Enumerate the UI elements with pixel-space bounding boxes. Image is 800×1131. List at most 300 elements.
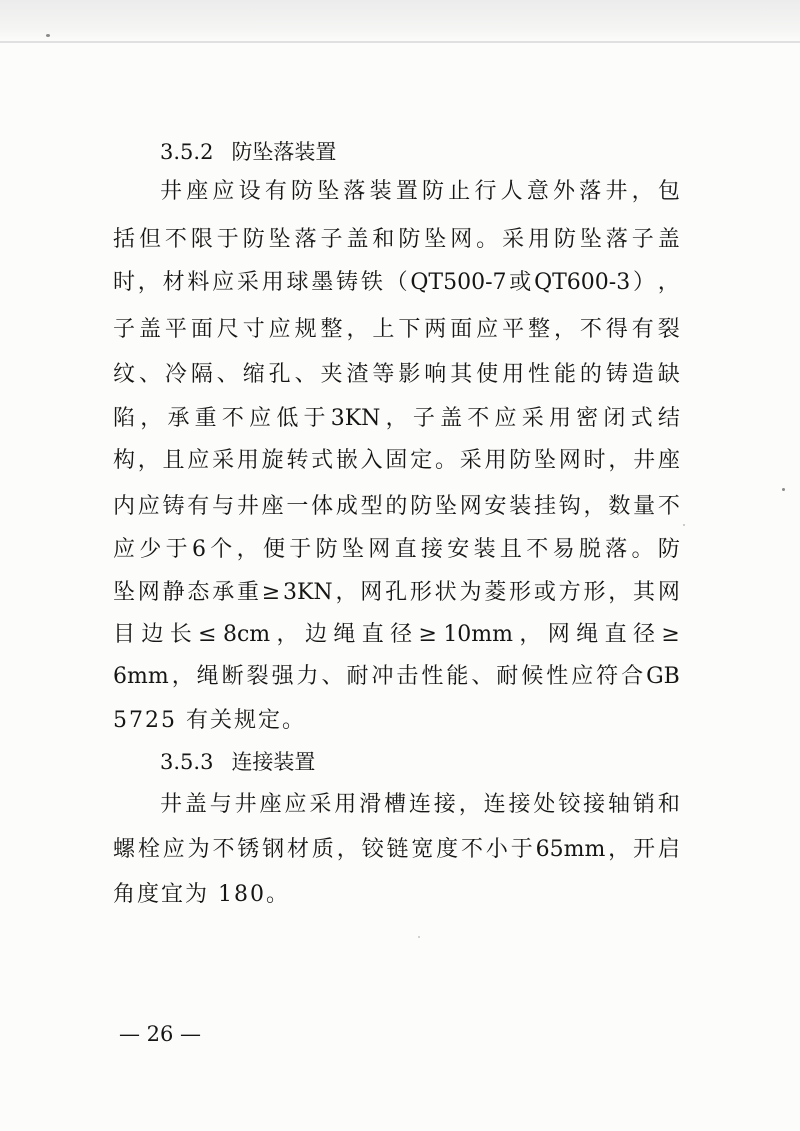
text-glyph: 不	[526, 537, 549, 562]
text-glyph: ≥	[661, 622, 680, 647]
text-glyph: ，	[140, 406, 163, 431]
text-glyph: 且	[162, 448, 185, 473]
text-glyph: 装	[509, 494, 532, 519]
text-glyph: 坠	[534, 448, 557, 473]
text-glyph: 材	[287, 837, 310, 862]
text-glyph: 型	[360, 494, 383, 519]
text-glyph: ≥	[261, 580, 281, 605]
text-glyph: 候	[521, 664, 544, 689]
text-glyph: 、	[216, 362, 239, 387]
text-glyph: ，	[385, 406, 408, 431]
text-glyph: 整	[320, 317, 343, 342]
text-glyph: 墨	[311, 270, 334, 295]
text-glyph: 缩	[242, 362, 265, 387]
text-glyph: 度	[436, 837, 459, 862]
text-glyph: ，	[553, 317, 576, 342]
text-glyph: 响	[424, 362, 447, 387]
text-glyph: 网	[558, 448, 581, 473]
text-glyph: 用	[236, 448, 259, 473]
text-glyph: 能	[446, 664, 469, 689]
text-glyph: 限	[190, 227, 213, 252]
paragraph-line	[113, 659, 680, 695]
text-glyph: 或	[509, 270, 532, 295]
text-glyph: 应	[476, 317, 499, 342]
text-glyph: 小	[485, 837, 508, 862]
text-glyph: 径	[390, 622, 413, 647]
text-glyph: 应	[571, 664, 594, 689]
paragraph-line: 5725 有关规定。	[113, 708, 306, 733]
text-glyph: 为	[187, 837, 210, 862]
text-glyph: 寸	[242, 317, 265, 342]
text-glyph: 嵌	[335, 448, 358, 473]
text-glyph: ，	[171, 664, 194, 689]
text-glyph: ，	[137, 448, 160, 473]
text-glyph: 时	[583, 448, 606, 473]
text-glyph: ，	[458, 792, 481, 817]
text-glyph: 采	[236, 270, 259, 295]
text-glyph: 入	[360, 448, 383, 473]
text-glyph: 接	[420, 537, 443, 562]
text-glyph: 少	[139, 537, 162, 562]
text-glyph: 网	[137, 580, 160, 605]
text-glyph: 座	[657, 448, 680, 473]
text-glyph: 坠	[341, 537, 364, 562]
text-glyph: 一	[286, 494, 309, 519]
text-glyph: ≤	[198, 622, 217, 647]
text-glyph: 。	[434, 448, 457, 473]
text-glyph: 易	[552, 537, 575, 562]
text-glyph: 处	[533, 792, 556, 817]
text-glyph: 开	[633, 837, 656, 862]
text-glyph: 盖	[138, 317, 161, 342]
text-glyph: 、	[471, 664, 494, 689]
text-glyph: 防	[509, 448, 532, 473]
text-glyph: 坠	[424, 227, 447, 252]
paragraph-line	[160, 174, 680, 210]
text-glyph: 3KN	[330, 406, 381, 431]
text-glyph: 用	[334, 792, 357, 817]
text-glyph: 下	[398, 317, 421, 342]
text-glyph: 状	[434, 580, 457, 605]
text-glyph: 缺	[657, 362, 680, 387]
text-glyph: 、	[321, 664, 344, 689]
text-glyph: ，	[583, 494, 606, 519]
text-glyph: 球	[286, 270, 309, 295]
text-glyph: 坠	[434, 494, 457, 519]
section-title: 防坠落装置	[231, 140, 337, 164]
text-glyph: 低	[276, 406, 299, 431]
text-glyph: 其	[633, 580, 656, 605]
text-glyph: 成	[335, 494, 358, 519]
text-glyph: 有	[631, 317, 654, 342]
paragraph-line	[113, 617, 680, 653]
text-glyph: 坠	[579, 227, 602, 252]
text-glyph: 采	[309, 792, 332, 817]
text-glyph: 于	[289, 537, 312, 562]
text-glyph: 铸	[336, 270, 359, 295]
text-glyph: 绳	[576, 622, 599, 647]
text-glyph: 坠	[113, 580, 136, 605]
text-glyph: 防	[657, 537, 680, 562]
text-glyph: 得	[605, 317, 628, 342]
text-glyph: 螺	[113, 837, 136, 862]
text-glyph: 脱	[578, 537, 601, 562]
text-glyph: 网	[360, 580, 383, 605]
text-glyph: 不	[467, 406, 490, 431]
text-glyph: 上	[372, 317, 395, 342]
text-glyph: 不	[164, 227, 187, 252]
text-glyph: 符	[596, 664, 619, 689]
text-glyph: 冲	[371, 664, 394, 689]
text-glyph: 转	[286, 448, 309, 473]
text-glyph: 井	[160, 179, 183, 204]
text-glyph: 材	[162, 270, 185, 295]
text-glyph: 造	[631, 362, 654, 387]
text-glyph: 边	[304, 622, 327, 647]
text-glyph: 网	[547, 622, 570, 647]
text-glyph: 不	[657, 494, 680, 519]
text-glyph: 内	[113, 494, 136, 519]
text-glyph: 尺	[216, 317, 239, 342]
text-glyph: 时	[113, 270, 136, 295]
text-glyph: 于	[303, 406, 326, 431]
text-glyph: 铰	[558, 792, 581, 817]
text-glyph: 直	[604, 622, 627, 647]
text-glyph: 子	[113, 317, 136, 342]
text-glyph: 落	[343, 179, 366, 204]
text-glyph: ，	[608, 448, 631, 473]
text-glyph: 井	[633, 448, 656, 473]
text-glyph: 整	[528, 317, 551, 342]
text-glyph: 性	[421, 664, 444, 689]
text-glyph: 合	[621, 664, 644, 689]
text-glyph: 安	[484, 494, 507, 519]
text-glyph: 用	[484, 448, 507, 473]
text-glyph: 形	[509, 580, 532, 605]
text-glyph: 便	[262, 537, 285, 562]
text-glyph: 应	[162, 837, 185, 862]
page-number: — 26 —	[118, 1022, 202, 1046]
text-glyph: 括	[113, 227, 136, 252]
text-glyph: 与	[209, 792, 232, 817]
text-glyph: ≥	[418, 622, 437, 647]
paragraph-line: 角度宜为 180。	[113, 882, 290, 907]
text-glyph: 采	[459, 448, 482, 473]
text-glyph: 径	[632, 622, 655, 647]
text-glyph: 防	[422, 179, 445, 204]
text-glyph: 影	[398, 362, 421, 387]
text-glyph: 应	[113, 537, 136, 562]
text-glyph: 构	[113, 448, 136, 473]
text-glyph: 挂	[534, 494, 557, 519]
text-glyph: 用	[261, 270, 284, 295]
text-glyph: 连	[408, 792, 431, 817]
text-glyph: 不	[461, 837, 484, 862]
text-glyph: 体	[311, 494, 334, 519]
text-glyph: 重	[236, 580, 259, 605]
paragraph-line	[113, 222, 680, 258]
text-glyph: 防	[398, 227, 421, 252]
text-glyph: 座	[261, 494, 284, 519]
text-glyph: 铰	[361, 837, 384, 862]
text-glyph: 装	[473, 537, 496, 562]
text-glyph: 连	[483, 792, 506, 817]
text-glyph: 采	[212, 448, 235, 473]
text-glyph: 65mm	[535, 837, 606, 862]
text-glyph: 坠	[268, 227, 291, 252]
text-glyph: 或	[533, 580, 556, 605]
text-glyph: 于	[165, 537, 188, 562]
text-glyph: 、	[138, 362, 161, 387]
text-glyph: ，	[137, 270, 160, 295]
text-glyph: ，	[631, 179, 654, 204]
text-glyph: 落	[294, 227, 317, 252]
section-heading	[160, 747, 315, 777]
text-glyph: 6mm	[113, 664, 169, 689]
text-glyph: 和	[657, 792, 680, 817]
text-glyph: 铁	[360, 270, 383, 295]
text-glyph: 数	[608, 494, 631, 519]
text-glyph: 纹	[113, 362, 136, 387]
text-glyph: 子	[631, 227, 654, 252]
text-glyph: 等	[372, 362, 395, 387]
text-glyph: 铸	[605, 362, 628, 387]
section-heading	[160, 137, 336, 167]
text-glyph: 形	[583, 580, 606, 605]
text-glyph: 承	[212, 580, 235, 605]
text-glyph: 销	[632, 792, 655, 817]
paragraph-line	[113, 265, 680, 301]
text-glyph: ，	[519, 622, 542, 647]
text-glyph: 不	[221, 406, 244, 431]
text-glyph: 隔	[190, 362, 213, 387]
text-glyph: 行	[474, 179, 497, 204]
text-glyph: 强	[271, 664, 294, 689]
text-glyph: 直	[361, 622, 384, 647]
section-number: 3.5.2	[160, 140, 214, 164]
text-glyph: 子	[320, 227, 343, 252]
text-glyph: 10mm	[443, 622, 514, 647]
text-glyph: 盖	[657, 227, 680, 252]
text-glyph: 密	[576, 406, 599, 431]
text-glyph: 6	[191, 537, 206, 562]
text-glyph: ，	[236, 537, 259, 562]
section-number: 3.5.3	[160, 750, 214, 774]
text-glyph: （	[385, 270, 408, 295]
text-glyph: 包	[657, 179, 680, 204]
paragraph-line	[113, 401, 680, 437]
text-glyph: 且	[499, 537, 522, 562]
text-glyph: 用	[502, 362, 525, 387]
text-glyph: 槽	[384, 792, 407, 817]
text-glyph: ，	[335, 580, 358, 605]
text-glyph: 料	[187, 270, 210, 295]
text-glyph: 座	[186, 179, 209, 204]
text-glyph: 设	[238, 179, 261, 204]
text-glyph: 陷	[113, 406, 136, 431]
text-glyph: 质	[311, 837, 334, 862]
text-glyph: 量	[633, 494, 656, 519]
text-glyph: 接	[508, 792, 531, 817]
text-glyph: ）	[632, 270, 655, 295]
text-glyph: 孔	[385, 580, 408, 605]
paragraph-line	[113, 532, 680, 568]
text-glyph: 边	[141, 622, 164, 647]
text-glyph: 钩	[558, 494, 581, 519]
text-glyph: 盖	[346, 227, 369, 252]
text-glyph: 但	[138, 227, 161, 252]
text-glyph: 落	[605, 227, 628, 252]
text-glyph: 绳	[333, 622, 356, 647]
text-glyph: 方	[558, 580, 581, 605]
section-title: 连接装置	[231, 750, 316, 774]
text-glyph: 裂	[657, 317, 680, 342]
text-glyph: 防	[291, 179, 314, 204]
text-glyph: ，	[608, 580, 631, 605]
text-glyph: 防	[315, 537, 338, 562]
text-glyph: 绳	[196, 664, 219, 689]
text-glyph: 。	[631, 537, 654, 562]
text-glyph: 、	[294, 362, 317, 387]
text-glyph: 直	[394, 537, 417, 562]
text-glyph: ，	[346, 317, 369, 342]
text-glyph: 防	[410, 494, 433, 519]
text-glyph: 滑	[359, 792, 382, 817]
text-glyph: 重	[194, 406, 217, 431]
text-glyph: 盖	[184, 792, 207, 817]
text-glyph: 锈	[237, 837, 260, 862]
text-glyph: 应	[212, 179, 235, 204]
text-glyph: 断	[221, 664, 244, 689]
text-glyph: 宽	[411, 837, 434, 862]
text-glyph: 冷	[164, 362, 187, 387]
text-glyph: 采	[521, 406, 544, 431]
text-glyph: 定	[410, 448, 433, 473]
text-glyph: 座	[259, 792, 282, 817]
text-glyph: 安	[447, 537, 470, 562]
text-glyph: 静	[162, 580, 185, 605]
text-glyph: 孔	[268, 362, 291, 387]
text-glyph: 置	[395, 179, 418, 204]
text-glyph: 于	[510, 837, 533, 862]
text-glyph: 夹	[320, 362, 343, 387]
text-glyph: 铸	[162, 494, 185, 519]
text-glyph: 结	[657, 406, 680, 431]
text-glyph: 防	[242, 227, 265, 252]
text-glyph: 性	[546, 664, 569, 689]
paragraph-line	[113, 575, 680, 611]
text-glyph: 性	[528, 362, 551, 387]
text-glyph: 不	[579, 317, 602, 342]
text-glyph: ，	[657, 270, 680, 295]
text-glyph: 两	[424, 317, 447, 342]
text-glyph: 用	[528, 227, 551, 252]
text-glyph: 网	[368, 537, 391, 562]
text-glyph: 落	[579, 179, 602, 204]
text-glyph: 式	[311, 448, 334, 473]
text-glyph: 固	[385, 448, 408, 473]
text-glyph: 子	[412, 406, 435, 431]
text-glyph: 渣	[346, 362, 369, 387]
text-glyph: 采	[502, 227, 525, 252]
text-glyph: 形	[409, 580, 432, 605]
text-glyph: 防	[553, 227, 576, 252]
text-glyph: 3KN	[283, 580, 333, 605]
text-glyph: ，	[276, 622, 299, 647]
text-glyph: 盖	[440, 406, 463, 431]
text-glyph: 长	[169, 622, 192, 647]
text-glyph: 井	[236, 494, 259, 519]
text-glyph: 为	[459, 580, 482, 605]
text-glyph: 钢	[262, 837, 285, 862]
text-glyph: 的	[579, 362, 602, 387]
paragraph-line	[113, 832, 680, 868]
text-glyph: 态	[187, 580, 210, 605]
text-glyph: 坠	[317, 179, 340, 204]
text-glyph: 应	[268, 317, 291, 342]
text-glyph: 网	[450, 227, 473, 252]
text-glyph: 的	[385, 494, 408, 519]
text-glyph: 平	[502, 317, 525, 342]
text-glyph: 人	[500, 179, 523, 204]
text-glyph: 其	[450, 362, 473, 387]
text-glyph: 落	[605, 537, 628, 562]
text-glyph: 旋	[261, 448, 284, 473]
text-glyph: 8cm	[222, 622, 271, 647]
text-glyph: 和	[372, 227, 395, 252]
text-glyph: 耐	[346, 664, 369, 689]
text-glyph: 应	[284, 792, 307, 817]
text-glyph: 网	[459, 494, 482, 519]
text-glyph: 接	[583, 792, 606, 817]
text-glyph: ，	[608, 837, 631, 862]
text-glyph: 式	[630, 406, 653, 431]
text-glyph: 裂	[246, 664, 269, 689]
text-glyph: 不	[212, 837, 235, 862]
text-glyph: 网	[657, 580, 680, 605]
text-glyph: 启	[657, 837, 680, 862]
text-glyph: 能	[553, 362, 576, 387]
text-glyph: 有	[264, 179, 287, 204]
text-glyph: 规	[294, 317, 317, 342]
text-glyph: 使	[476, 362, 499, 387]
text-glyph: 链	[386, 837, 409, 862]
text-glyph: 接	[433, 792, 456, 817]
text-glyph: QT500-7	[410, 270, 507, 295]
text-glyph: QT600-3	[534, 270, 631, 295]
text-glyph: 面	[190, 317, 213, 342]
text-glyph: 应	[249, 406, 272, 431]
text-glyph: 目	[113, 622, 136, 647]
text-glyph: 装	[369, 179, 392, 204]
text-glyph: 。	[476, 227, 499, 252]
text-glyph: 止	[448, 179, 471, 204]
text-glyph: 击	[396, 664, 419, 689]
text-glyph: 承	[167, 406, 190, 431]
text-glyph: 轴	[608, 792, 631, 817]
text-glyph: 井	[234, 792, 257, 817]
text-glyph: 闭	[603, 406, 626, 431]
text-glyph: 应	[187, 448, 210, 473]
text-glyph: 于	[216, 227, 239, 252]
text-glyph: 有	[187, 494, 210, 519]
text-glyph: 意	[526, 179, 549, 204]
text-glyph: 耐	[496, 664, 519, 689]
text-glyph: 井	[605, 179, 628, 204]
text-glyph: 用	[548, 406, 571, 431]
text-glyph: 栓	[137, 837, 160, 862]
paragraph-line	[113, 312, 680, 348]
